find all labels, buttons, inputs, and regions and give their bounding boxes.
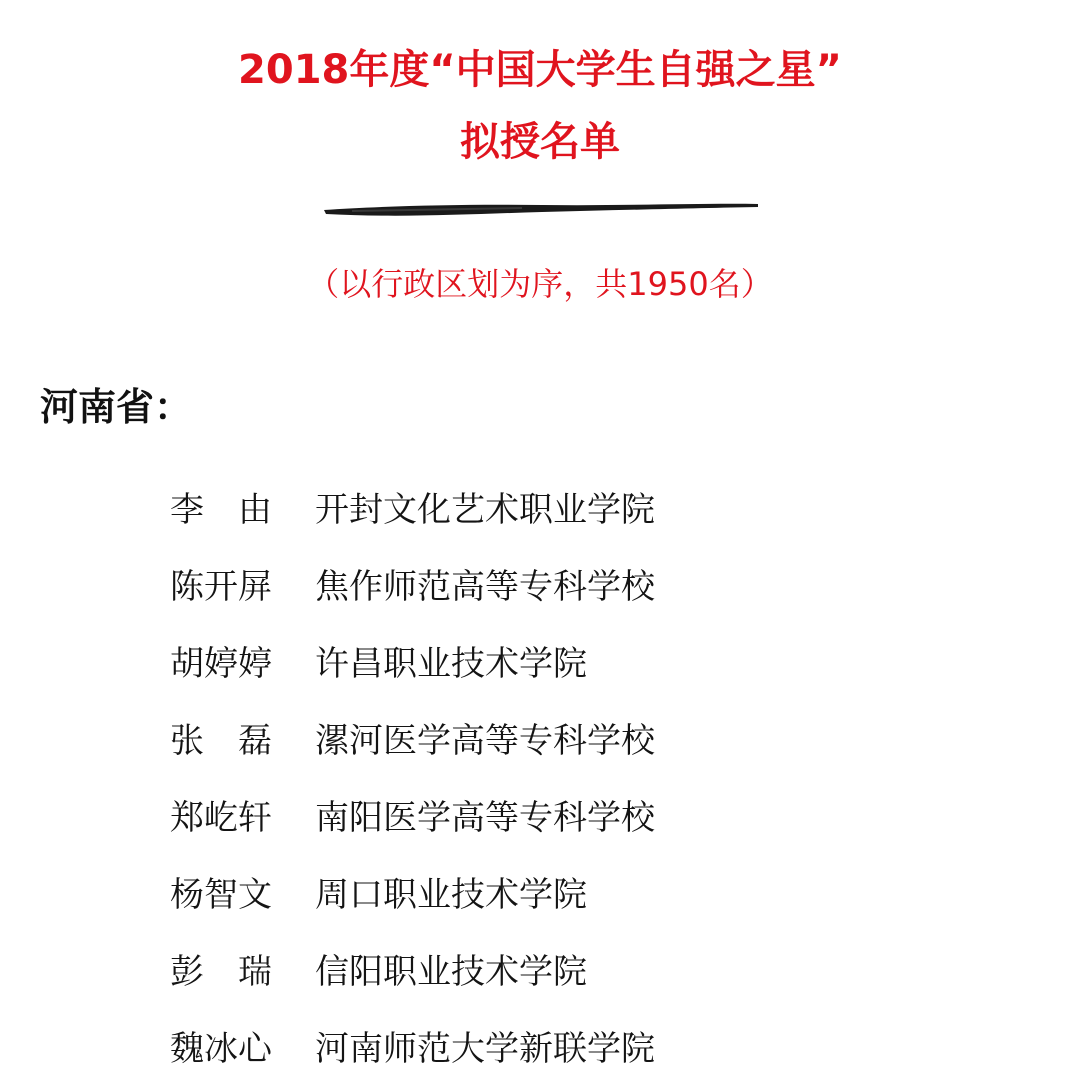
recipient-name: 张 磊 xyxy=(170,721,272,761)
recipient-school: 漯河医学高等专科学校 xyxy=(315,721,655,761)
subtitle: （以行政区划为序，共1950名） xyxy=(307,265,773,303)
recipient-school: 南阳医学高等专科学校 xyxy=(315,798,655,838)
recipient-name: 彭 瑞 xyxy=(170,952,272,992)
list-item xyxy=(170,545,655,622)
recipient-name: 杨智文 xyxy=(170,875,272,915)
list-item xyxy=(170,853,655,930)
document-title-second-line: 拟授名单 xyxy=(460,119,620,165)
list-item xyxy=(170,622,655,699)
recipient-list xyxy=(170,468,655,1084)
recipient-school: 焦作师范高等专科学校 xyxy=(315,567,655,607)
recipient-school: 开封文化艺术职业学院 xyxy=(315,490,655,530)
list-item xyxy=(170,930,655,1007)
list-item xyxy=(170,468,655,545)
recipient-school: 周口职业技术学院 xyxy=(315,875,587,915)
document-title: 2018年度“中国大学生自强之星” xyxy=(238,47,842,93)
brush-stroke-divider xyxy=(322,198,762,228)
recipient-school: 信阳职业技术学院 xyxy=(315,952,587,992)
recipient-school: 河南师范大学新联学院 xyxy=(315,1029,655,1069)
list-item xyxy=(170,776,655,853)
recipient-name: 胡婷婷 xyxy=(170,644,272,684)
list-item xyxy=(170,1007,655,1084)
recipient-school: 许昌职业技术学院 xyxy=(315,644,587,684)
recipient-name: 郑屹轩 xyxy=(170,798,272,838)
recipient-name: 李 由 xyxy=(170,490,272,530)
recipient-name: 魏冰心 xyxy=(170,1029,272,1069)
province-heading: 河南省： xyxy=(40,385,193,429)
list-item xyxy=(170,699,655,776)
recipient-name: 陈开屏 xyxy=(170,567,272,607)
